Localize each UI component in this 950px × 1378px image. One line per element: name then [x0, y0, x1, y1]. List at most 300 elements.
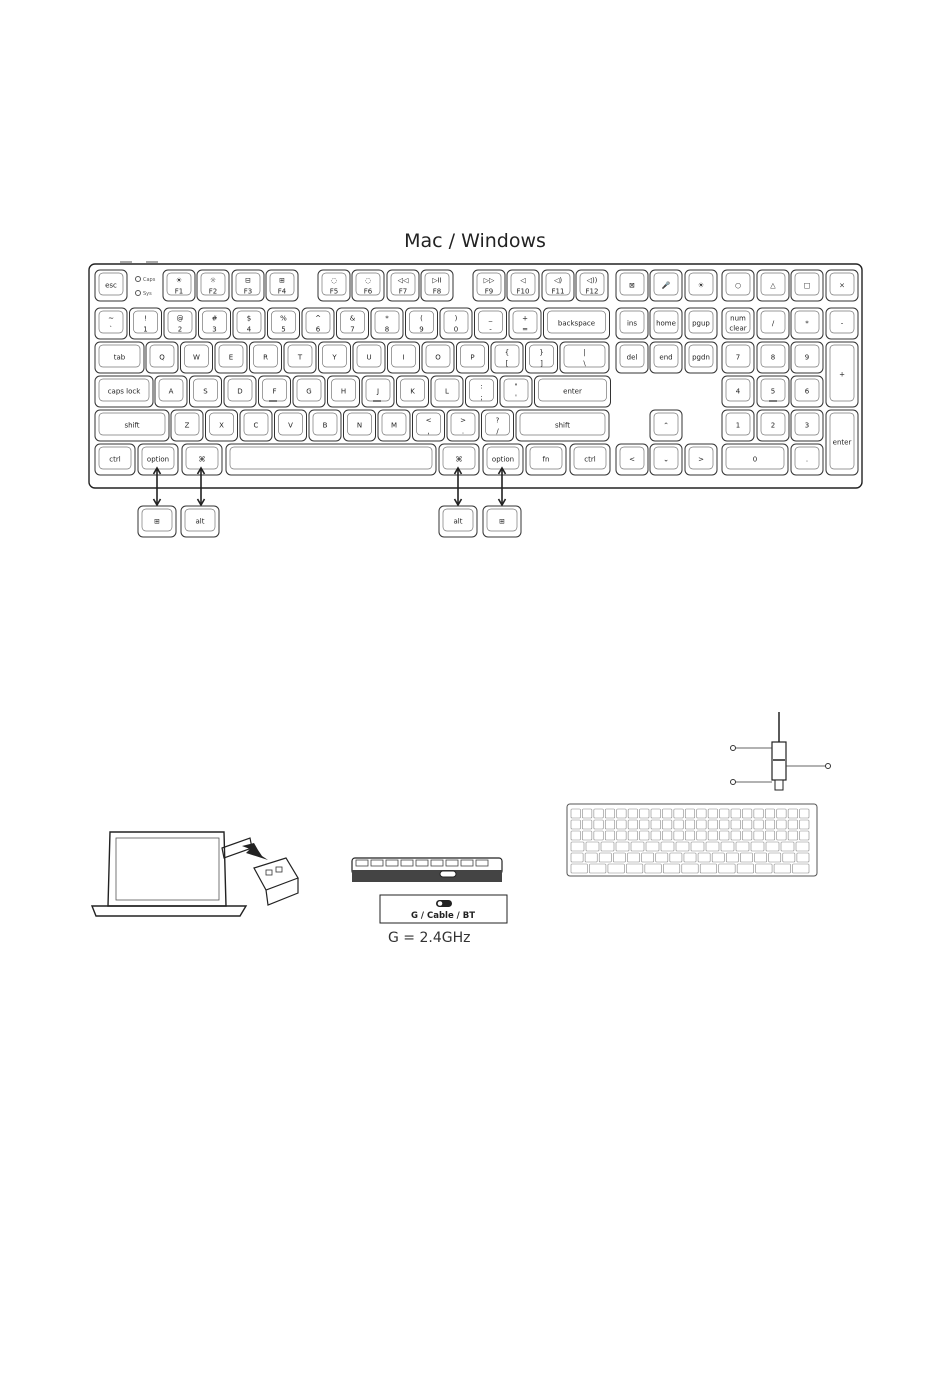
mini-key: [737, 864, 753, 873]
key-W: [181, 342, 213, 373]
cable-illustration: [731, 712, 831, 790]
key-legend: option: [146, 455, 170, 464]
key-windows: [138, 506, 176, 537]
key-[: [491, 342, 523, 373]
key-legend: option: [491, 455, 515, 464]
key-legend: M: [390, 421, 398, 430]
key-secondary-legend: ": [514, 382, 518, 391]
switch-label: G / Cable / BT: [410, 911, 476, 921]
mini-key: [605, 831, 614, 840]
mini-key: [800, 820, 809, 829]
mini-key: [756, 864, 772, 873]
key-secondary-legend: ⊞: [279, 276, 285, 285]
mini-key: [670, 853, 682, 862]
key-13: [616, 270, 648, 301]
key-secondary-legend: ◌: [330, 276, 338, 285]
key-17: [757, 270, 789, 301]
key-.: [447, 410, 479, 441]
mini-key: [608, 864, 624, 873]
key-legend: ctrl: [584, 455, 596, 464]
key-arrow-down: [650, 444, 682, 475]
mini-key: [589, 864, 605, 873]
mini-key: [628, 831, 637, 840]
key-legend: ⊠: [629, 281, 635, 290]
mini-key: [627, 853, 639, 862]
key-left-shift: [95, 410, 169, 441]
key-16: [722, 270, 754, 301]
key-arrow-up: [650, 410, 682, 441]
led-label: Sys: [143, 291, 152, 297]
mini-key: [698, 853, 710, 862]
key-legend: -: [840, 319, 844, 328]
mini-key: [613, 853, 625, 862]
mini-key: [742, 809, 751, 818]
mini-key: [754, 809, 763, 818]
key-secondary-legend: >: [460, 416, 466, 425]
mini-key: [755, 853, 767, 862]
key-S: [190, 376, 222, 407]
key-legend: alt: [195, 517, 205, 526]
key-C: [240, 410, 272, 441]
key-legend: 7: [735, 353, 741, 362]
key-legend: ○: [734, 281, 742, 290]
key-secondary-legend: ☼: [209, 276, 217, 285]
keyboard-side-view: [352, 858, 502, 882]
key-legend: -: [489, 325, 492, 334]
key-;: [466, 376, 498, 407]
key-alt: [439, 506, 477, 537]
key-enter: [535, 376, 611, 407]
key-L: [431, 376, 463, 407]
key-legend: Q: [159, 353, 165, 362]
key-secondary-legend: *: [385, 314, 389, 323]
key-secondary-legend: ◁: [520, 276, 526, 285]
key-secondary-legend: ): [454, 314, 458, 323]
key-secondary-legend: &: [349, 314, 356, 323]
key-secondary-legend: %: [280, 314, 287, 323]
mini-key: [582, 831, 591, 840]
key-legend: 4: [735, 387, 741, 396]
key-legend: 🎤: [661, 281, 671, 290]
mini-key: [731, 820, 740, 829]
key-legend: F9: [484, 287, 494, 296]
keyboard-side-edge: [352, 870, 502, 882]
key-legend: F7: [398, 287, 408, 296]
key-legend: ins: [626, 319, 638, 328]
key-,: [413, 410, 445, 441]
key-secondary-legend: :: [480, 382, 483, 391]
key-E: [215, 342, 247, 373]
mini-key: [788, 831, 797, 840]
key-2: [197, 270, 229, 301]
key-legend: 0: [453, 325, 459, 334]
mini-key: [676, 842, 689, 851]
key-legend: 0: [752, 455, 758, 464]
key-alt: [181, 506, 219, 537]
key-secondary-legend: ☀: [175, 276, 183, 285]
key-legend: home: [656, 319, 676, 328]
key-`: [95, 308, 127, 339]
mini-key: [662, 809, 671, 818]
mini-key: [645, 864, 661, 873]
insert-arrow-icon: [242, 843, 268, 860]
key-10: [507, 270, 539, 301]
mini-key: [628, 820, 637, 829]
mini-key: [720, 809, 729, 818]
mini-key: [662, 831, 671, 840]
key-legend: I: [402, 353, 405, 362]
key-legend: G: [306, 387, 312, 396]
key-legend: V: [288, 421, 293, 430]
mini-key: [661, 842, 674, 851]
key-legend: ]: [540, 359, 543, 368]
key-legend: 8: [384, 325, 390, 334]
key-right-shift: [516, 410, 609, 441]
key-legend: ;: [480, 393, 483, 402]
mini-key: [731, 831, 740, 840]
key-legend: enter: [563, 387, 582, 396]
mini-key: [685, 831, 694, 840]
receiver-illustration: [222, 838, 298, 905]
usb-receiver: [254, 858, 298, 890]
key-legend: .: [805, 455, 809, 464]
key-legend: 3: [212, 325, 217, 334]
key-numpad-dot: [791, 444, 823, 475]
key-numpad: [791, 410, 823, 441]
key-12: [576, 270, 608, 301]
key-F: [259, 376, 291, 407]
key-J: [362, 376, 394, 407]
key-del: [616, 342, 648, 373]
key-numpad: [722, 376, 754, 407]
mini-key: [765, 820, 774, 829]
key-legend: 9: [419, 325, 424, 334]
key-legend: K: [410, 387, 415, 396]
mini-key: [631, 842, 644, 851]
key-numpad-enter: [826, 410, 858, 475]
key-secondary-legend: ^: [315, 314, 321, 323]
mini-key: [708, 831, 717, 840]
key-secondary-legend: ◌: [364, 276, 372, 285]
key-X: [206, 410, 238, 441]
key-space: [226, 444, 436, 475]
key-legend: 1: [735, 421, 741, 430]
key-4: [266, 270, 298, 301]
key-secondary-legend: +: [522, 314, 528, 323]
mode-switch-icon: [440, 871, 456, 877]
mini-key: [765, 831, 774, 840]
key-legend: △: [770, 281, 776, 290]
key-legend: ,: [427, 427, 430, 436]
key-legend: 5: [770, 387, 776, 396]
mini-key: [684, 853, 696, 862]
key-left-ctrl: [95, 444, 135, 475]
key-numpad: [722, 308, 754, 339]
key-legend: [: [505, 359, 509, 368]
mini-key: [651, 820, 660, 829]
key-legend: 9: [804, 353, 810, 362]
key-legend: A: [168, 387, 174, 396]
key-11: [542, 270, 574, 301]
key-legend: S: [203, 387, 208, 396]
mini-key: [582, 820, 591, 829]
mini-key: [793, 864, 809, 873]
key-legend: 3: [804, 421, 810, 430]
mini-key: [769, 853, 781, 862]
key-secondary-legend: ▷▷: [483, 276, 495, 285]
mini-key: [797, 853, 809, 862]
mini-key: [571, 842, 584, 851]
mini-key: [777, 809, 786, 818]
key-1: [163, 270, 195, 301]
key-legend: enter: [832, 438, 852, 447]
key-legend: X: [219, 421, 224, 430]
key-legend: tab: [113, 353, 126, 362]
mini-key: [708, 820, 717, 829]
mini-key: [691, 842, 704, 851]
mini-key: [736, 842, 749, 851]
key-numpad: [757, 376, 789, 407]
key-legend: ': [515, 393, 517, 402]
key-legend: B: [322, 421, 328, 430]
key-secondary-legend: ◁)): [586, 276, 598, 285]
mini-key: [697, 809, 706, 818]
key-numpad: [826, 308, 858, 339]
key-V: [275, 410, 307, 441]
key-legend: 6: [315, 325, 321, 334]
laptop-screen: [108, 832, 226, 906]
callout-dot: [731, 746, 736, 751]
key-I: [388, 342, 420, 373]
key-=: [509, 308, 541, 339]
key-legend: .: [461, 427, 465, 436]
key-U: [353, 342, 385, 373]
mini-key: [766, 842, 779, 851]
mini-key: [662, 820, 671, 829]
key-legend: 2: [177, 325, 183, 334]
key-legend: pgup: [692, 319, 710, 328]
mini-key: [651, 831, 660, 840]
key-8: [421, 270, 453, 301]
key-legend: ⌄: [663, 455, 669, 464]
key-legend: F3: [243, 287, 253, 296]
key-pgup: [685, 308, 717, 339]
key-legend: <: [629, 455, 635, 464]
mini-key: [774, 864, 790, 873]
key-backslash: [560, 342, 609, 373]
key-]: [526, 342, 558, 373]
key-A: [155, 376, 187, 407]
key-legend: fn: [542, 455, 550, 464]
key-legend: \: [583, 359, 586, 368]
key-legend: shift: [554, 421, 571, 430]
key-18: [791, 270, 823, 301]
key-legend: alt: [453, 517, 463, 526]
key-K: [397, 376, 429, 407]
key-secondary-legend: ~: [108, 314, 114, 323]
key-numpad: [791, 376, 823, 407]
key-legend: clear: [729, 324, 747, 333]
key-numpad-0: [722, 444, 788, 475]
key-legend: F4: [277, 287, 287, 296]
toggle-knob: [438, 901, 443, 906]
key-arrow-left: [616, 444, 648, 475]
key-legend: 4: [246, 325, 252, 334]
mode-switch-callout: [380, 895, 507, 923]
key-legend: 6: [804, 387, 810, 396]
key-windows: [483, 506, 521, 537]
key-legend: ctrl: [109, 455, 121, 464]
laptop-base: [92, 906, 246, 916]
mini-key: [754, 820, 763, 829]
key-B: [309, 410, 341, 441]
key-secondary-legend: ?: [495, 416, 500, 425]
key-secondary-legend: ◁): [553, 276, 563, 285]
key-legend: backspace: [557, 319, 596, 328]
mini-key: [788, 809, 797, 818]
mini-key: [697, 831, 706, 840]
key-legend: 2: [770, 421, 776, 430]
key-secondary-legend: <: [425, 416, 432, 425]
key-O: [422, 342, 454, 373]
mini-key: [656, 853, 668, 862]
key-legend: F: [272, 387, 277, 396]
key-15: [685, 270, 717, 301]
mini-key: [605, 820, 614, 829]
key-M: [378, 410, 410, 441]
key-legend: P: [470, 353, 475, 362]
key-3: [232, 270, 264, 301]
mini-key: [617, 831, 626, 840]
mini-key: [721, 842, 734, 851]
key-legend: del: [626, 353, 638, 362]
key-legend: H: [340, 387, 347, 396]
key-legend: caps lock: [107, 387, 141, 396]
mini-key: [781, 842, 794, 851]
key-5: [268, 308, 300, 339]
key-legend: >: [698, 455, 704, 464]
key-numpad: [757, 410, 789, 441]
mini-key: [582, 809, 591, 818]
key-legend: L: [445, 387, 449, 396]
key-pgdn: [685, 342, 717, 373]
key-legend: C: [253, 421, 259, 430]
key-6: [352, 270, 384, 301]
mini-key: [731, 809, 740, 818]
callout-dot: [826, 764, 831, 769]
key-G: [293, 376, 325, 407]
key-legend: ⌃: [663, 421, 669, 430]
key-9: [406, 308, 438, 339]
key-7: [337, 308, 369, 339]
key-legend: U: [366, 353, 372, 362]
key-legend: E: [228, 353, 234, 362]
key-legend: shift: [124, 421, 140, 430]
key-legend: F8: [432, 287, 442, 296]
mini-key: [571, 820, 580, 829]
mini-key: [712, 853, 724, 862]
key-tab: [95, 342, 144, 373]
mini-key: [742, 820, 751, 829]
key-legend: J: [376, 387, 380, 396]
mini-key: [742, 831, 751, 840]
key-T: [284, 342, 316, 373]
laptop-illustration: [92, 832, 246, 916]
key-legend: T: [297, 353, 303, 362]
receiver-body: [266, 878, 298, 905]
mini-key: [740, 853, 752, 862]
laptop-display: [116, 838, 219, 900]
mini-key: [571, 853, 583, 862]
mini-key: [571, 864, 587, 873]
key-legend: ⊞: [499, 517, 505, 526]
mini-keyboard-top-view: [567, 804, 817, 876]
key-legend: 7: [350, 325, 355, 334]
key-secondary-legend: $: [246, 314, 252, 323]
key-secondary-legend: |: [583, 348, 586, 357]
key-Z: [171, 410, 203, 441]
key-9: [473, 270, 505, 301]
mini-key: [697, 820, 706, 829]
mini-key: [788, 820, 797, 829]
key-end: [650, 342, 682, 373]
key-top-surface: [230, 447, 432, 469]
mini-key: [800, 831, 809, 840]
mini-key: [594, 831, 603, 840]
key-legend: ☀: [697, 281, 705, 290]
key-fn: [526, 444, 566, 475]
mini-key: [599, 853, 611, 862]
mini-key: [571, 831, 580, 840]
mini-key: [571, 809, 580, 818]
key-numpad: [722, 410, 754, 441]
key-legend: ×: [839, 281, 845, 290]
key-N: [344, 410, 376, 441]
key-H: [328, 376, 360, 407]
key-legend: num: [730, 314, 746, 323]
key-0: [95, 270, 127, 301]
key-legend: ⌘: [455, 455, 463, 464]
key-legend: F10: [516, 287, 530, 296]
key-legend: F12: [585, 287, 599, 296]
key-legend: F2: [208, 287, 218, 296]
mini-key: [777, 831, 786, 840]
mini-key: [626, 864, 642, 873]
mini-key: [628, 809, 637, 818]
key-numpad-plus: [826, 342, 858, 407]
key-14: [650, 270, 682, 301]
mini-key: [754, 831, 763, 840]
mini-key: [646, 842, 659, 851]
key-numpad: [722, 342, 754, 373]
key-secondary-legend: @: [176, 314, 184, 323]
key-legend: `: [109, 325, 113, 334]
page-title: Mac / Windows: [404, 230, 546, 252]
key-secondary-legend: ◁◁: [397, 276, 409, 285]
key-3: [199, 308, 231, 339]
key-legend: D: [237, 387, 243, 396]
key-legend: pgdn: [692, 353, 710, 362]
key-Q: [146, 342, 178, 373]
mini-key: [685, 820, 694, 829]
key-legend: F11: [551, 287, 565, 296]
key-legend: *: [805, 319, 809, 328]
mini-key: [783, 853, 795, 862]
mini-key: [640, 820, 649, 829]
mini-key: [765, 809, 774, 818]
key-legend: ⌘: [198, 455, 206, 464]
key-/: [482, 410, 514, 441]
